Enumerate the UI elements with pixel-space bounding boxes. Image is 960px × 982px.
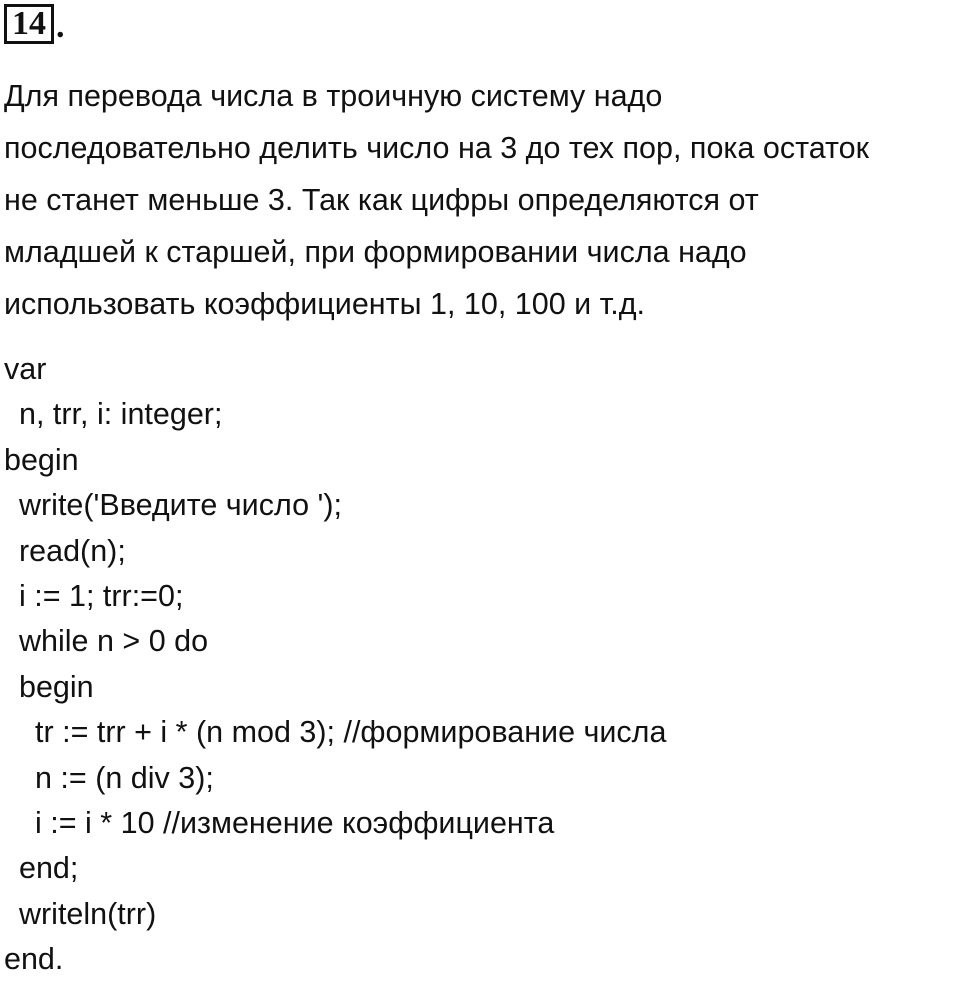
code-listing [4,347,960,982]
task-number-dot: . [56,8,65,45]
explanation-paragraph [4,70,960,330]
code-line: var [4,352,47,386]
code-line: write('Введите число '); [19,488,342,523]
paragraph-line: не станет меньше 3. Так как цифры определяются от [4,183,759,217]
task-number [4,4,65,44]
paragraph-line: Для перевода числа в троичную систему надо [4,79,663,113]
code-line: begin [19,669,94,704]
code-line: begin [4,442,79,477]
code-line: i := i * 10 //изменение коэффициента [35,805,555,840]
paragraph-line: младшей к старшей, при формировании числа надо [4,235,747,269]
code-line: n, trr, i: integer; [19,397,223,432]
code-line: writeln(trr) [19,896,157,931]
code-line: read(n); [19,533,126,568]
paragraph-line: последовательно делить число на 3 до тех пор, пока остаток [4,131,869,165]
code-line: tr := trr + i * (n mod 3); //формирование числа [35,715,667,750]
code-line: end; [19,851,79,886]
paragraph-line: использовать коэффициенты 1, 10, 100 и т.д. [4,287,645,321]
code-line: while n > 0 do [19,624,209,659]
code-line: i := 1; trr:=0; [19,578,184,613]
code-line: end. [4,942,64,977]
task-number-box: 14 [4,4,54,44]
code-line: n := (n div 3); [35,760,214,795]
